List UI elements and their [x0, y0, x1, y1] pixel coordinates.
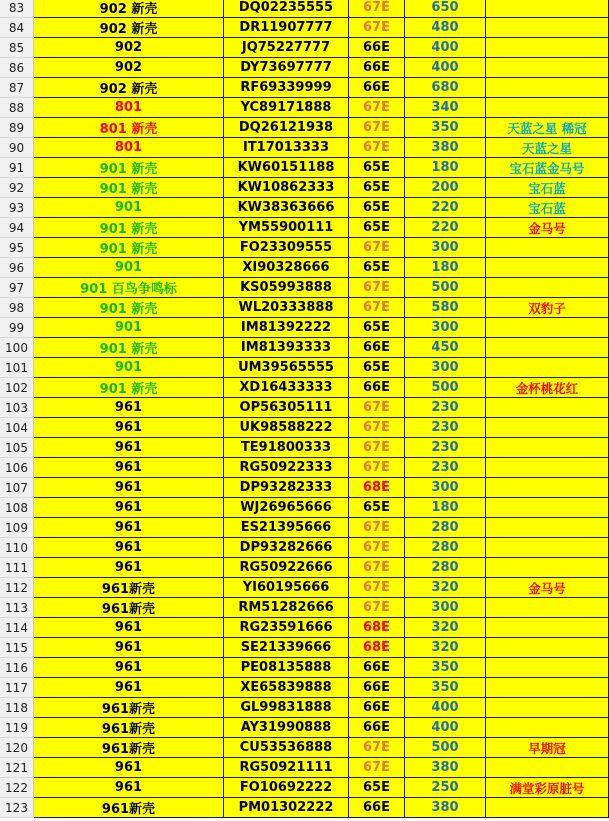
price-cell[interactable]: 280: [405, 518, 486, 538]
table-row: [0, 778, 609, 798]
model-cell[interactable]: 961新壳: [34, 798, 224, 818]
row-number-header[interactable]: 120: [0, 738, 34, 758]
model-cell[interactable]: 901 新壳: [34, 178, 224, 198]
row-number-header[interactable]: 97: [0, 278, 34, 298]
code-cell[interactable]: 66E: [349, 678, 405, 698]
table-row: [0, 458, 609, 478]
serial-number-cell[interactable]: IT17013333: [224, 138, 349, 158]
price-cell[interactable]: 320: [405, 578, 486, 598]
code-cell[interactable]: 65E: [349, 318, 405, 338]
price-cell[interactable]: 220: [405, 218, 486, 238]
code-cell[interactable]: 67E: [349, 598, 405, 618]
note-cell[interactable]: 金杯桃花红: [486, 378, 609, 398]
code-cell[interactable]: 67E: [349, 418, 405, 438]
note-cell[interactable]: [486, 238, 609, 258]
price-cell[interactable]: 450: [405, 338, 486, 358]
row-number-header[interactable]: 101: [0, 358, 34, 378]
serial-number-cell[interactable]: UM39565555: [224, 358, 349, 378]
code-cell[interactable]: 66E: [349, 378, 405, 398]
price-cell[interactable]: 380: [405, 798, 486, 818]
row-number-header[interactable]: 113: [0, 598, 34, 618]
row-number-header[interactable]: 95: [0, 238, 34, 258]
price-cell[interactable]: 230: [405, 458, 486, 478]
table-row: [0, 718, 609, 738]
price-cell[interactable]: 480: [405, 18, 486, 38]
price-cell[interactable]: 280: [405, 538, 486, 558]
table-row: [0, 598, 609, 618]
model-cell[interactable]: 901 新壳: [34, 378, 224, 398]
model-cell[interactable]: 961: [34, 618, 224, 638]
note-cell[interactable]: [486, 618, 609, 638]
price-cell[interactable]: 280: [405, 558, 486, 578]
code-cell[interactable]: 66E: [349, 718, 405, 738]
code-cell[interactable]: 67E: [349, 298, 405, 318]
code-cell[interactable]: 68E: [349, 638, 405, 658]
model-cell[interactable]: 901 新壳: [34, 298, 224, 318]
row-number-header[interactable]: 119: [0, 718, 34, 738]
model-cell[interactable]: 961: [34, 518, 224, 538]
note-cell[interactable]: 早期冠: [486, 738, 609, 758]
model-cell[interactable]: 961: [34, 778, 224, 798]
note-cell[interactable]: [486, 278, 609, 298]
note-cell[interactable]: 宝石蓝: [486, 198, 609, 218]
price-cell[interactable]: 350: [405, 678, 486, 698]
serial-number-cell[interactable]: GL99831888: [224, 698, 349, 718]
serial-number-cell[interactable]: RG50922666: [224, 558, 349, 578]
price-cell[interactable]: 400: [405, 38, 486, 58]
code-cell[interactable]: 66E: [349, 58, 405, 78]
row-number-header[interactable]: 87: [0, 78, 34, 98]
serial-number-cell[interactable]: RG23591666: [224, 618, 349, 638]
code-cell[interactable]: 67E: [349, 118, 405, 138]
row-number-header[interactable]: 105: [0, 438, 34, 458]
table-row: [0, 178, 609, 198]
serial-number-cell[interactable]: RF69339999: [224, 78, 349, 98]
note-cell[interactable]: [486, 678, 609, 698]
note-cell[interactable]: 金马号: [486, 218, 609, 238]
code-cell[interactable]: 66E: [349, 338, 405, 358]
code-cell[interactable]: 66E: [349, 798, 405, 818]
table-row: [0, 758, 609, 778]
note-cell[interactable]: [486, 318, 609, 338]
model-cell[interactable]: 961新壳: [34, 738, 224, 758]
serial-number-cell[interactable]: FO10692222: [224, 778, 349, 798]
serial-number-cell[interactable]: UK98588222: [224, 418, 349, 438]
model-cell[interactable]: 902 新壳: [34, 18, 224, 38]
note-cell[interactable]: 双豹子: [486, 298, 609, 318]
note-cell[interactable]: 宝石蓝: [486, 178, 609, 198]
table-row: [0, 398, 609, 418]
price-cell[interactable]: 300: [405, 358, 486, 378]
serial-number-cell[interactable]: RG50921111: [224, 758, 349, 778]
table-row: [0, 418, 609, 438]
table-row: [0, 538, 609, 558]
price-cell[interactable]: 500: [405, 738, 486, 758]
serial-number-cell[interactable]: DP93282666: [224, 538, 349, 558]
row-number-header[interactable]: 90: [0, 138, 34, 158]
row-number-header[interactable]: 83: [0, 0, 34, 18]
price-cell[interactable]: 230: [405, 418, 486, 438]
model-cell[interactable]: 961: [34, 638, 224, 658]
price-cell[interactable]: 300: [405, 238, 486, 258]
price-cell[interactable]: 230: [405, 438, 486, 458]
serial-number-cell[interactable]: WL20333888: [224, 298, 349, 318]
code-cell[interactable]: 66E: [349, 698, 405, 718]
serial-number-cell[interactable]: JQ75227777: [224, 38, 349, 58]
note-cell[interactable]: [486, 518, 609, 538]
serial-number-cell[interactable]: YC89171888: [224, 98, 349, 118]
note-cell[interactable]: [486, 538, 609, 558]
table-row: [0, 158, 609, 178]
table-row: [0, 498, 609, 518]
price-cell[interactable]: 300: [405, 598, 486, 618]
code-cell[interactable]: 66E: [349, 38, 405, 58]
price-cell[interactable]: 200: [405, 178, 486, 198]
model-cell[interactable]: 961: [34, 498, 224, 518]
note-cell[interactable]: 宝石蓝金马号: [486, 158, 609, 178]
code-cell[interactable]: 67E: [349, 738, 405, 758]
serial-number-cell[interactable]: SE21339666: [224, 638, 349, 658]
code-cell[interactable]: 67E: [349, 0, 405, 18]
price-cell[interactable]: 400: [405, 58, 486, 78]
model-cell[interactable]: 961: [34, 538, 224, 558]
serial-number-cell[interactable]: KW38363666: [224, 198, 349, 218]
table-row: [0, 38, 609, 58]
model-cell[interactable]: 961: [34, 438, 224, 458]
code-cell[interactable]: 65E: [349, 358, 405, 378]
table-row: [0, 518, 609, 538]
note-cell[interactable]: [486, 58, 609, 78]
model-cell[interactable]: 901: [34, 258, 224, 278]
row-number-header[interactable]: 85: [0, 38, 34, 58]
model-cell[interactable]: 961: [34, 558, 224, 578]
model-cell[interactable]: 961新壳: [34, 598, 224, 618]
serial-number-cell[interactable]: PM01302222: [224, 798, 349, 818]
row-number-header[interactable]: 102: [0, 378, 34, 398]
code-cell[interactable]: 67E: [349, 538, 405, 558]
row-number-header[interactable]: 106: [0, 458, 34, 478]
code-cell[interactable]: 65E: [349, 158, 405, 178]
table-row: [0, 298, 609, 318]
serial-number-cell[interactable]: DY73697777: [224, 58, 349, 78]
table-row: [0, 198, 609, 218]
note-cell[interactable]: [486, 38, 609, 58]
code-cell[interactable]: 65E: [349, 258, 405, 278]
table-row: [0, 258, 609, 278]
table-row: [0, 78, 609, 98]
price-cell[interactable]: 250: [405, 778, 486, 798]
serial-number-cell[interactable]: RM51282666: [224, 598, 349, 618]
price-cell[interactable]: 180: [405, 258, 486, 278]
table-row: [0, 278, 609, 298]
serial-number-cell[interactable]: CU53536888: [224, 738, 349, 758]
model-cell[interactable]: 801 新壳: [34, 118, 224, 138]
code-cell[interactable]: 65E: [349, 498, 405, 518]
table-row: [0, 378, 609, 398]
serial-number-cell[interactable]: OP56305111: [224, 398, 349, 418]
table-row: [0, 698, 609, 718]
table-row: [0, 798, 609, 818]
code-cell[interactable]: 67E: [349, 438, 405, 458]
row-number-header[interactable]: 86: [0, 58, 34, 78]
table-row: [0, 138, 609, 158]
model-cell[interactable]: 901 新壳: [34, 238, 224, 258]
price-cell[interactable]: 400: [405, 718, 486, 738]
row-number-header[interactable]: 94: [0, 218, 34, 238]
serial-number-cell[interactable]: XI90328666: [224, 258, 349, 278]
model-cell[interactable]: 961: [34, 398, 224, 418]
note-cell[interactable]: [486, 418, 609, 438]
code-cell[interactable]: 67E: [349, 558, 405, 578]
note-cell[interactable]: [486, 78, 609, 98]
row-number-header[interactable]: 103: [0, 398, 34, 418]
row-number-header[interactable]: 114: [0, 618, 34, 638]
serial-number-cell[interactable]: DP93282333: [224, 478, 349, 498]
price-cell[interactable]: 380: [405, 758, 486, 778]
note-cell[interactable]: [486, 98, 609, 118]
serial-number-cell[interactable]: WJ26965666: [224, 498, 349, 518]
note-cell[interactable]: [486, 758, 609, 778]
serial-number-cell[interactable]: RG50922333: [224, 458, 349, 478]
row-number-header[interactable]: 91: [0, 158, 34, 178]
note-cell[interactable]: [486, 558, 609, 578]
serial-number-cell[interactable]: DQ26121938: [224, 118, 349, 138]
note-cell[interactable]: [486, 258, 609, 278]
price-cell[interactable]: 320: [405, 638, 486, 658]
row-number-header[interactable]: 115: [0, 638, 34, 658]
table-row: [0, 658, 609, 678]
model-cell[interactable]: 901 新壳: [34, 338, 224, 358]
price-cell[interactable]: 350: [405, 118, 486, 138]
note-cell[interactable]: [486, 438, 609, 458]
code-cell[interactable]: 66E: [349, 78, 405, 98]
row-number-header[interactable]: 88: [0, 98, 34, 118]
price-cell[interactable]: 500: [405, 278, 486, 298]
model-cell[interactable]: 901 百鸟争鸣标: [34, 278, 224, 298]
price-cell[interactable]: 220: [405, 198, 486, 218]
table-row: [0, 358, 609, 378]
model-cell[interactable]: 902 新壳: [34, 0, 224, 18]
code-cell[interactable]: 67E: [349, 758, 405, 778]
price-cell[interactable]: 180: [405, 498, 486, 518]
model-cell[interactable]: 901 新壳: [34, 158, 224, 178]
row-number-header[interactable]: 110: [0, 538, 34, 558]
row-number-header[interactable]: 99: [0, 318, 34, 338]
code-cell[interactable]: 67E: [349, 138, 405, 158]
row-number-header[interactable]: 111: [0, 558, 34, 578]
model-cell[interactable]: 961: [34, 478, 224, 498]
note-cell[interactable]: [486, 658, 609, 678]
code-cell[interactable]: 67E: [349, 278, 405, 298]
row-number-header[interactable]: 98: [0, 298, 34, 318]
note-cell[interactable]: [486, 698, 609, 718]
code-cell[interactable]: 67E: [349, 578, 405, 598]
price-cell[interactable]: 230: [405, 398, 486, 418]
note-cell[interactable]: [486, 18, 609, 38]
row-number-header[interactable]: 92: [0, 178, 34, 198]
table-row: [0, 478, 609, 498]
table-row: [0, 638, 609, 658]
table-row: [0, 18, 609, 38]
model-cell[interactable]: 901: [34, 198, 224, 218]
table-row: [0, 218, 609, 238]
row-number-header[interactable]: 118: [0, 698, 34, 718]
price-cell[interactable]: 650: [405, 0, 486, 18]
price-cell[interactable]: 500: [405, 378, 486, 398]
note-cell[interactable]: [486, 638, 609, 658]
price-cell[interactable]: 340: [405, 98, 486, 118]
table-row: [0, 0, 609, 18]
note-cell[interactable]: [486, 458, 609, 478]
model-cell[interactable]: 961: [34, 458, 224, 478]
model-cell[interactable]: 902 新壳: [34, 78, 224, 98]
row-number-header[interactable]: 107: [0, 478, 34, 498]
row-number-header[interactable]: 89: [0, 118, 34, 138]
row-number-header[interactable]: 121: [0, 758, 34, 778]
price-cell[interactable]: 350: [405, 658, 486, 678]
table-row: [0, 438, 609, 458]
code-cell[interactable]: 68E: [349, 618, 405, 638]
table-row: [0, 118, 609, 138]
row-number-header[interactable]: 109: [0, 518, 34, 538]
model-cell[interactable]: 902: [34, 58, 224, 78]
price-cell[interactable]: 300: [405, 478, 486, 498]
model-cell[interactable]: 961: [34, 678, 224, 698]
serial-number-cell[interactable]: AY31990888: [224, 718, 349, 738]
note-cell[interactable]: [486, 398, 609, 418]
serial-number-cell[interactable]: ES21395666: [224, 518, 349, 538]
table-row: [0, 98, 609, 118]
model-cell[interactable]: 961: [34, 418, 224, 438]
code-cell[interactable]: 65E: [349, 778, 405, 798]
model-cell[interactable]: 901: [34, 318, 224, 338]
price-cell[interactable]: 320: [405, 618, 486, 638]
price-cell[interactable]: 680: [405, 78, 486, 98]
model-cell[interactable]: 961新壳: [34, 698, 224, 718]
model-cell[interactable]: 901 新壳: [34, 218, 224, 238]
model-cell[interactable]: 902: [34, 38, 224, 58]
row-number-header[interactable]: 93: [0, 198, 34, 218]
serial-number-cell[interactable]: PE08135888: [224, 658, 349, 678]
model-cell[interactable]: 961: [34, 658, 224, 678]
table-row: [0, 318, 609, 338]
price-cell[interactable]: 400: [405, 698, 486, 718]
row-number-header[interactable]: 84: [0, 18, 34, 38]
note-cell[interactable]: [486, 498, 609, 518]
table-row: [0, 618, 609, 638]
note-cell[interactable]: [486, 358, 609, 378]
price-cell[interactable]: 580: [405, 298, 486, 318]
code-cell[interactable]: 67E: [349, 18, 405, 38]
table-row: [0, 338, 609, 358]
code-cell[interactable]: 66E: [349, 658, 405, 678]
row-number-header[interactable]: 123: [0, 798, 34, 818]
note-cell[interactable]: [486, 798, 609, 818]
code-cell[interactable]: 65E: [349, 218, 405, 238]
serial-number-cell[interactable]: IM81393333: [224, 338, 349, 358]
row-number-header[interactable]: 116: [0, 658, 34, 678]
serial-number-cell[interactable]: XE65839888: [224, 678, 349, 698]
note-cell[interactable]: [486, 0, 609, 18]
note-cell[interactable]: 金马号: [486, 578, 609, 598]
note-cell[interactable]: [486, 718, 609, 738]
model-cell[interactable]: 901: [34, 358, 224, 378]
serial-number-cell[interactable]: XD16433333: [224, 378, 349, 398]
note-cell[interactable]: [486, 338, 609, 358]
serial-number-cell[interactable]: DR11907777: [224, 18, 349, 38]
note-cell[interactable]: [486, 478, 609, 498]
serial-number-cell[interactable]: YI60195666: [224, 578, 349, 598]
row-number-header[interactable]: 96: [0, 258, 34, 278]
model-cell[interactable]: 961新壳: [34, 718, 224, 738]
price-cell[interactable]: 380: [405, 138, 486, 158]
row-number-header[interactable]: 108: [0, 498, 34, 518]
row-number-header[interactable]: 104: [0, 418, 34, 438]
row-number-header[interactable]: 117: [0, 678, 34, 698]
serial-number-cell[interactable]: KS05993888: [224, 278, 349, 298]
code-cell[interactable]: 67E: [349, 238, 405, 258]
serial-number-cell[interactable]: KW10862333: [224, 178, 349, 198]
serial-number-cell[interactable]: IM81392222: [224, 318, 349, 338]
note-cell[interactable]: [486, 598, 609, 618]
table-row: [0, 58, 609, 78]
code-cell[interactable]: 68E: [349, 478, 405, 498]
code-cell[interactable]: 65E: [349, 198, 405, 218]
table-row: [0, 578, 609, 598]
table-row: [0, 738, 609, 758]
serial-number-cell[interactable]: KW60151188: [224, 158, 349, 178]
model-cell[interactable]: 801: [34, 138, 224, 158]
model-cell[interactable]: 961新壳: [34, 578, 224, 598]
serial-number-cell[interactable]: DQ02235555: [224, 0, 349, 18]
code-cell[interactable]: 65E: [349, 178, 405, 198]
table-row: [0, 238, 609, 258]
price-cell[interactable]: 180: [405, 158, 486, 178]
serial-number-cell[interactable]: TE91800333: [224, 438, 349, 458]
code-cell[interactable]: 67E: [349, 458, 405, 478]
code-cell[interactable]: 67E: [349, 98, 405, 118]
price-cell[interactable]: 300: [405, 318, 486, 338]
row-number-header[interactable]: 112: [0, 578, 34, 598]
code-cell[interactable]: 67E: [349, 518, 405, 538]
serial-number-cell[interactable]: YM55900111: [224, 218, 349, 238]
model-cell[interactable]: 801: [34, 98, 224, 118]
table-row: [0, 678, 609, 698]
note-cell[interactable]: 天蓝之星: [486, 138, 609, 158]
note-cell[interactable]: 满堂彩原脏号: [486, 778, 609, 798]
row-number-header[interactable]: 100: [0, 338, 34, 358]
row-number-header[interactable]: 122: [0, 778, 34, 798]
serial-number-cell[interactable]: FO23309555: [224, 238, 349, 258]
model-cell[interactable]: 961: [34, 758, 224, 778]
code-cell[interactable]: 67E: [349, 398, 405, 418]
table-row: [0, 558, 609, 578]
note-cell[interactable]: 天蓝之星 稀冠: [486, 118, 609, 138]
